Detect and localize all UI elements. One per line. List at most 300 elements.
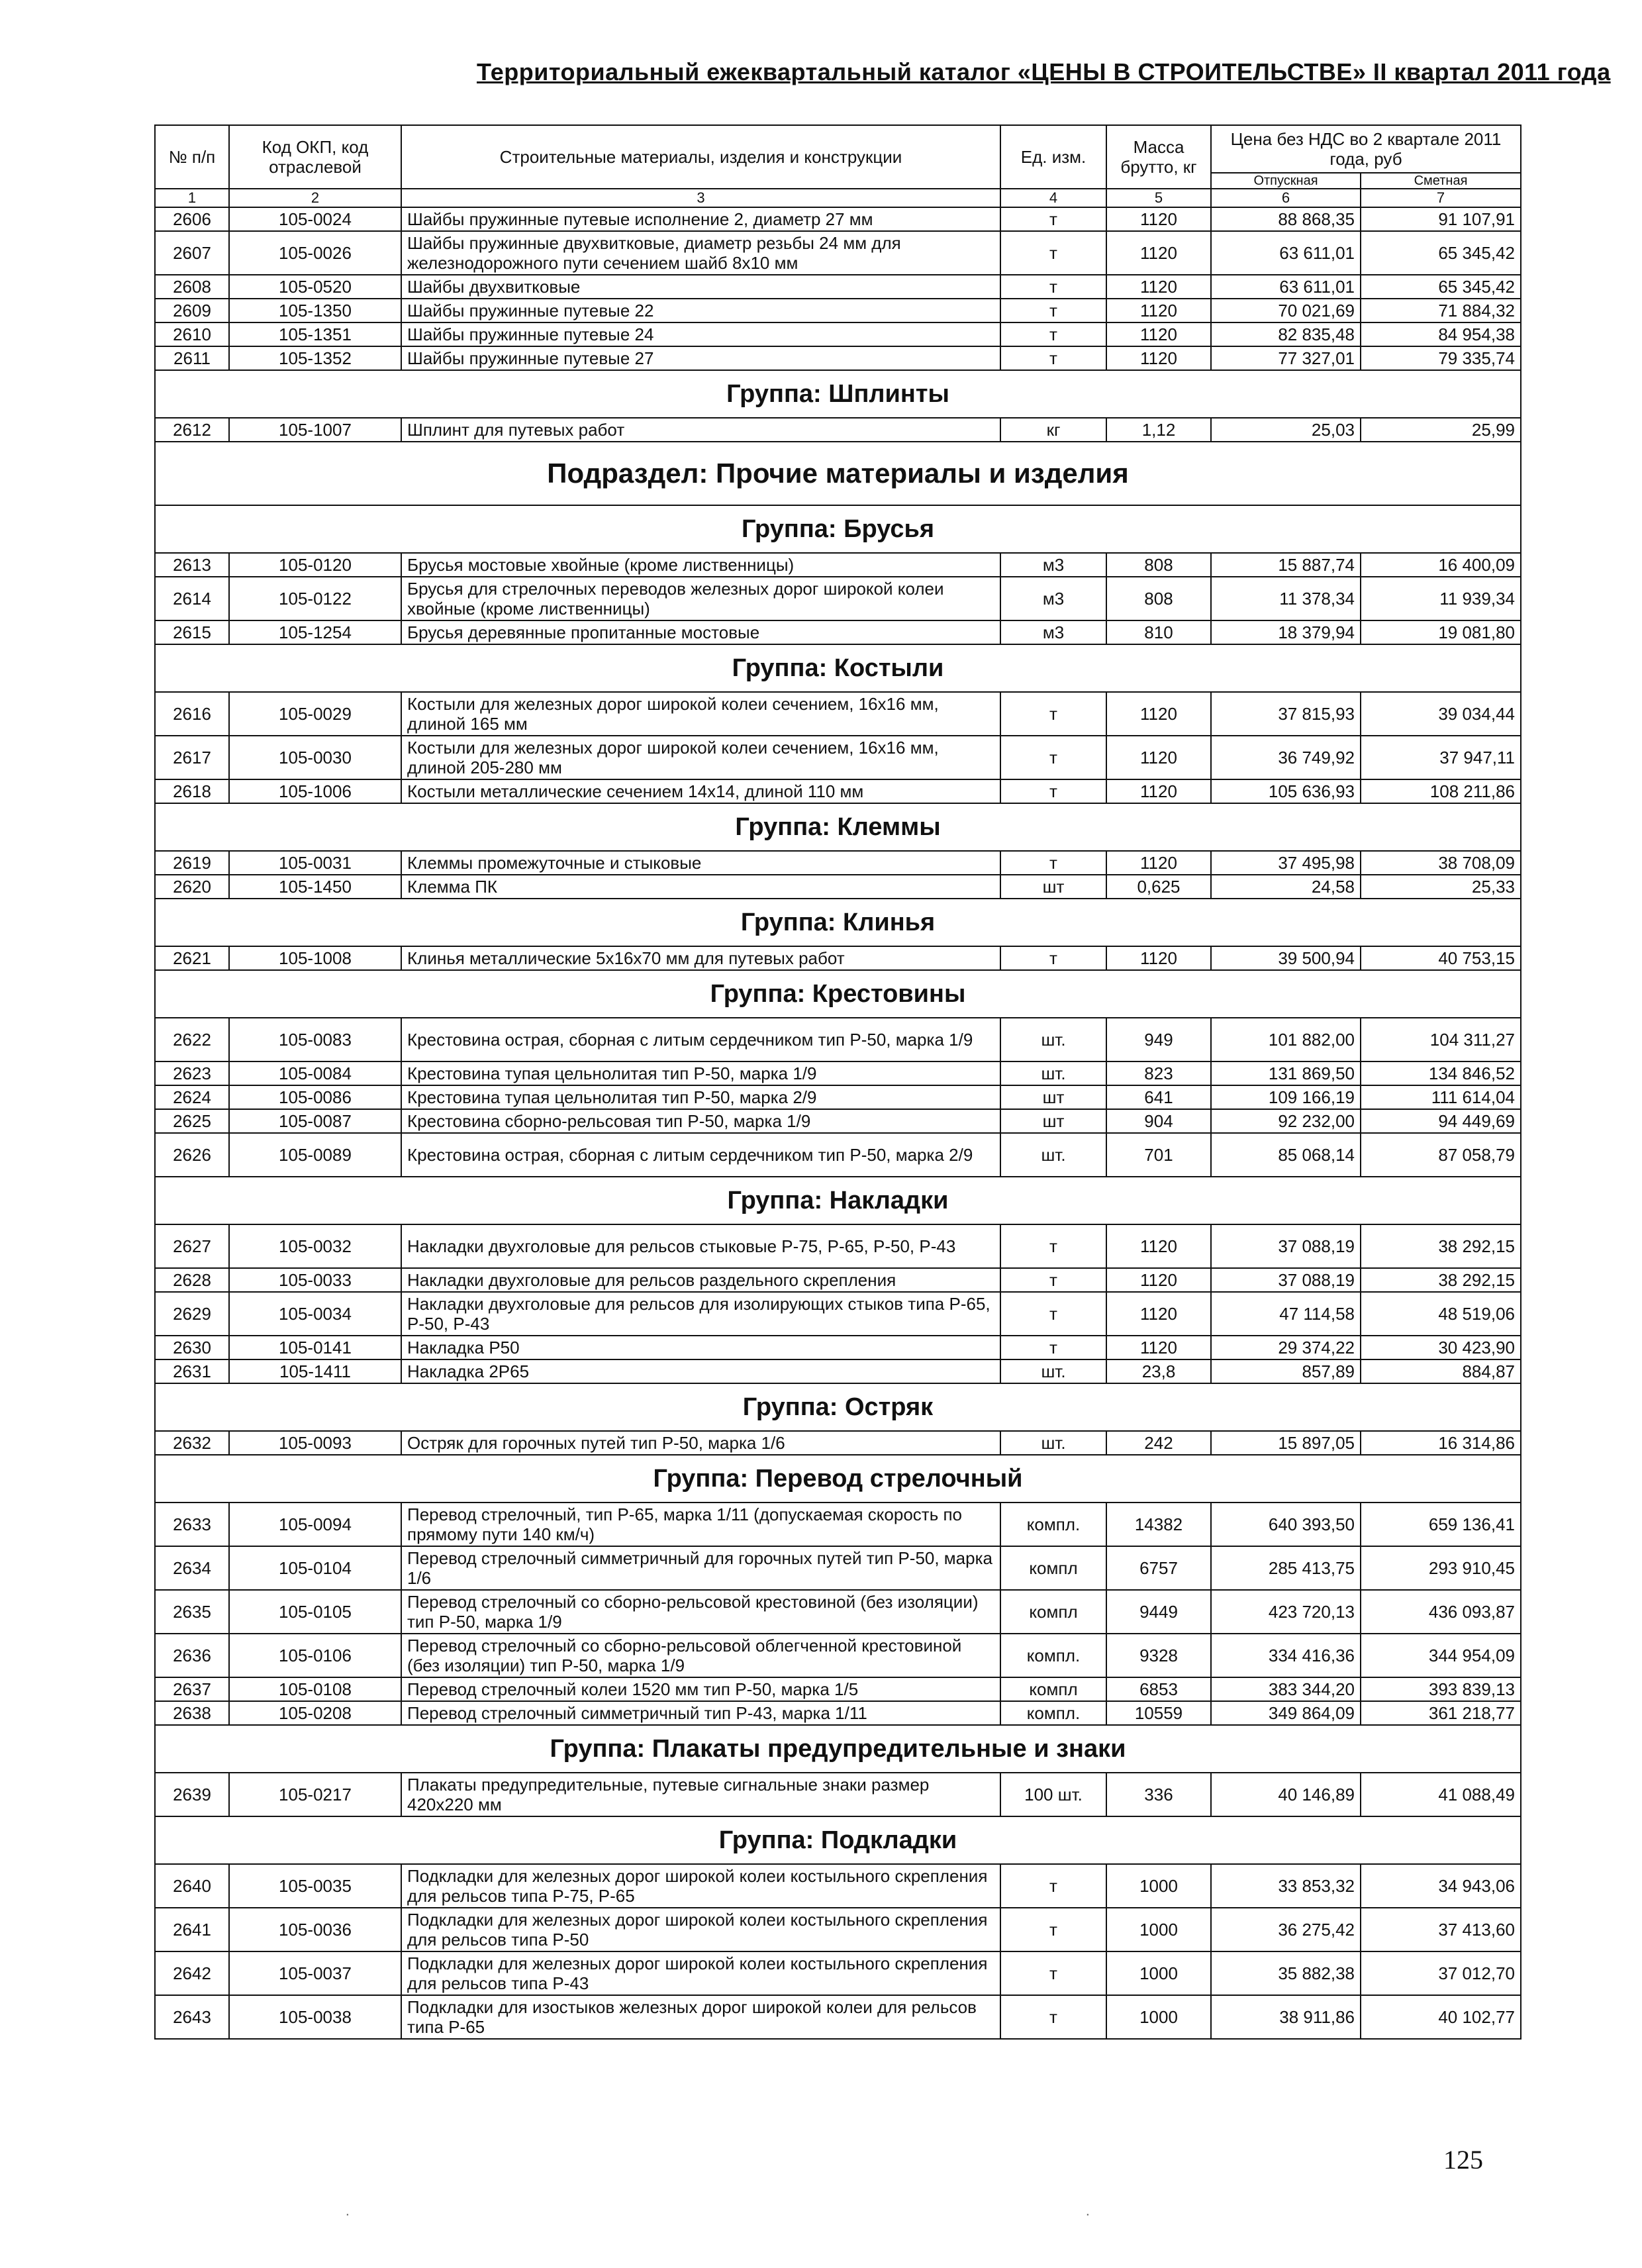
table-row xyxy=(155,1431,1521,1455)
cell-num: 2614 xyxy=(155,577,229,620)
cell-mass: 23,8 xyxy=(1106,1359,1211,1383)
column-index: 4 xyxy=(1000,189,1106,207)
cell-price-estimate: 104 311,27 xyxy=(1361,1018,1521,1061)
cell-code: 105-1352 xyxy=(229,346,401,370)
cell-unit: т xyxy=(1000,1951,1106,1995)
cell-unit: т xyxy=(1000,1336,1106,1359)
cell-mass: 6853 xyxy=(1106,1677,1211,1701)
group-title: Группа: Остряк xyxy=(155,1383,1521,1431)
cell-unit: компл xyxy=(1000,1677,1106,1701)
cell-num: 2635 xyxy=(155,1590,229,1634)
cell-code: 105-1450 xyxy=(229,875,401,899)
cell-price-sale: 92 232,00 xyxy=(1211,1109,1361,1133)
cell-unit: м3 xyxy=(1000,553,1106,577)
cell-price-estimate: 41 088,49 xyxy=(1361,1773,1521,1816)
cell-num: 2639 xyxy=(155,1773,229,1816)
group-title: Группа: Костыли xyxy=(155,644,1521,692)
cell-mass: 1,12 xyxy=(1106,418,1211,442)
column-index: 2 xyxy=(229,189,401,207)
cell-num: 2624 xyxy=(155,1085,229,1109)
table-row xyxy=(155,692,1521,736)
table-row xyxy=(155,1590,1521,1634)
cell-price-estimate: 11 939,34 xyxy=(1361,577,1521,620)
column-header-mass: Масса брутто, кг xyxy=(1106,125,1211,189)
scan-mark: ˙ xyxy=(346,2212,351,2230)
cell-price-estimate: 40 102,77 xyxy=(1361,1995,1521,2039)
cell-price-sale: 29 374,22 xyxy=(1211,1336,1361,1359)
cell-num: 2626 xyxy=(155,1133,229,1177)
group-row xyxy=(155,505,1521,553)
cell-price-estimate: 34 943,06 xyxy=(1361,1864,1521,1908)
cell-name: Брусья мостовые хвойные (кроме лиственницы) xyxy=(401,553,1000,577)
cell-price-sale: 85 068,14 xyxy=(1211,1133,1361,1177)
cell-mass: 641 xyxy=(1106,1085,1211,1109)
cell-name: Крестовина тупая цельнолитая тип Р-50, марка 2/9 xyxy=(401,1085,1000,1109)
table-header xyxy=(155,125,1521,207)
subsection-row xyxy=(155,442,1521,505)
cell-unit: м3 xyxy=(1000,577,1106,620)
cell-code: 105-0122 xyxy=(229,577,401,620)
table-row xyxy=(155,1109,1521,1133)
cell-unit: шт. xyxy=(1000,1018,1106,1061)
cell-code: 105-1008 xyxy=(229,946,401,970)
cell-unit: шт xyxy=(1000,875,1106,899)
table-row xyxy=(155,1085,1521,1109)
scan-mark: ˙ xyxy=(1086,2212,1091,2230)
cell-price-sale: 101 882,00 xyxy=(1211,1018,1361,1061)
cell-unit: компл. xyxy=(1000,1701,1106,1725)
table-row xyxy=(155,1133,1521,1177)
cell-num: 2608 xyxy=(155,275,229,299)
cell-mass: 336 xyxy=(1106,1773,1211,1816)
cell-unit: т xyxy=(1000,346,1106,370)
cell-code: 105-0024 xyxy=(229,207,401,231)
cell-price-sale: 82 835,48 xyxy=(1211,322,1361,346)
group-title: Группа: Брусья xyxy=(155,505,1521,553)
cell-mass: 1000 xyxy=(1106,1995,1211,2039)
cell-code: 105-0031 xyxy=(229,851,401,875)
cell-num: 2615 xyxy=(155,620,229,644)
price-table xyxy=(154,124,1521,2040)
cell-name: Шайбы пружинные двухвитковые, диаметр резьбы 24 мм для железнодорожного пути сечением шайб 8x10 мм xyxy=(401,231,1000,275)
cell-price-sale: 423 720,13 xyxy=(1211,1590,1361,1634)
cell-code: 105-0094 xyxy=(229,1503,401,1546)
table-row xyxy=(155,1546,1521,1590)
subsection-title: Подраздел: Прочие материалы и изделия xyxy=(155,442,1521,505)
table-row xyxy=(155,946,1521,970)
cell-code: 105-0030 xyxy=(229,736,401,779)
group-row xyxy=(155,1177,1521,1224)
cell-code: 105-0108 xyxy=(229,1677,401,1701)
cell-mass: 1120 xyxy=(1106,1224,1211,1268)
column-header-price: Цена без НДС во 2 квартале 2011 года, руб xyxy=(1211,125,1521,173)
cell-price-estimate: 344 954,09 xyxy=(1361,1634,1521,1677)
cell-unit: 100 шт. xyxy=(1000,1773,1106,1816)
cell-code: 105-0208 xyxy=(229,1701,401,1725)
table-row xyxy=(155,1701,1521,1725)
cell-mass: 1120 xyxy=(1106,299,1211,322)
column-index: 1 xyxy=(155,189,229,207)
cell-unit: т xyxy=(1000,692,1106,736)
cell-name: Накладки двухголовые для рельсов раздельного скрепления xyxy=(401,1268,1000,1292)
cell-name: Шайбы пружинные путевые 22 xyxy=(401,299,1000,322)
cell-unit: т xyxy=(1000,231,1106,275)
cell-code: 105-0033 xyxy=(229,1268,401,1292)
table-body xyxy=(155,207,1521,2039)
cell-unit: т xyxy=(1000,1268,1106,1292)
cell-name: Клинья металлические 5x16x70 мм для путевых работ xyxy=(401,946,1000,970)
cell-num: 2640 xyxy=(155,1864,229,1908)
cell-price-sale: 18 379,94 xyxy=(1211,620,1361,644)
cell-mass: 6757 xyxy=(1106,1546,1211,1590)
cell-unit: т xyxy=(1000,851,1106,875)
cell-mass: 10559 xyxy=(1106,1701,1211,1725)
cell-num: 2642 xyxy=(155,1951,229,1995)
cell-unit: т xyxy=(1000,736,1106,779)
cell-price-estimate: 38 708,09 xyxy=(1361,851,1521,875)
cell-name: Крестовина острая, сборная с литым сердечником тип Р-50, марка 2/9 xyxy=(401,1133,1000,1177)
cell-mass: 9328 xyxy=(1106,1634,1211,1677)
cell-price-sale: 25,03 xyxy=(1211,418,1361,442)
cell-mass: 808 xyxy=(1106,577,1211,620)
cell-price-estimate: 87 058,79 xyxy=(1361,1133,1521,1177)
column-index: 7 xyxy=(1361,189,1521,207)
cell-price-estimate: 65 345,42 xyxy=(1361,275,1521,299)
cell-mass: 1120 xyxy=(1106,275,1211,299)
cell-price-sale: 38 911,86 xyxy=(1211,1995,1361,2039)
cell-mass: 242 xyxy=(1106,1431,1211,1455)
cell-unit: т xyxy=(1000,1995,1106,2039)
cell-price-sale: 857,89 xyxy=(1211,1359,1361,1383)
cell-name: Подкладки для изостыков железных дорог широкой колеи для рельсов типа Р-65 xyxy=(401,1995,1000,2039)
cell-price-estimate: 40 753,15 xyxy=(1361,946,1521,970)
cell-unit: шт. xyxy=(1000,1431,1106,1455)
cell-price-sale: 40 146,89 xyxy=(1211,1773,1361,1816)
cell-name: Клеммы промежуточные и стыковые xyxy=(401,851,1000,875)
group-row xyxy=(155,1455,1521,1503)
group-title: Группа: Подкладки xyxy=(155,1816,1521,1864)
column-header-price-estimate: Сметная xyxy=(1361,173,1521,189)
cell-name: Брусья деревянные пропитанные мостовые xyxy=(401,620,1000,644)
group-title: Группа: Плакаты предупредительные и знаки xyxy=(155,1725,1521,1773)
cell-num: 2636 xyxy=(155,1634,229,1677)
table-row xyxy=(155,1268,1521,1292)
cell-unit: шт. xyxy=(1000,1133,1106,1177)
group-row xyxy=(155,1725,1521,1773)
cell-price-estimate: 71 884,32 xyxy=(1361,299,1521,322)
cell-price-sale: 37 495,98 xyxy=(1211,851,1361,875)
cell-price-estimate: 111 614,04 xyxy=(1361,1085,1521,1109)
cell-price-estimate: 91 107,91 xyxy=(1361,207,1521,231)
cell-code: 105-1007 xyxy=(229,418,401,442)
table-row xyxy=(155,207,1521,231)
cell-name: Перевод стрелочный симметричный тип Р-43, марка 1/11 xyxy=(401,1701,1000,1725)
cell-mass: 1120 xyxy=(1106,779,1211,803)
cell-num: 2613 xyxy=(155,553,229,577)
cell-name: Крестовина тупая цельнолитая тип Р-50, марка 1/9 xyxy=(401,1061,1000,1085)
cell-code: 105-0217 xyxy=(229,1773,401,1816)
cell-price-sale: 334 416,36 xyxy=(1211,1634,1361,1677)
cell-price-estimate: 38 292,15 xyxy=(1361,1268,1521,1292)
cell-num: 2618 xyxy=(155,779,229,803)
cell-price-estimate: 37 413,60 xyxy=(1361,1908,1521,1951)
cell-mass: 949 xyxy=(1106,1018,1211,1061)
cell-code: 105-0087 xyxy=(229,1109,401,1133)
table-row xyxy=(155,1359,1521,1383)
cell-price-sale: 131 869,50 xyxy=(1211,1061,1361,1085)
table-row xyxy=(155,231,1521,275)
cell-code: 105-1254 xyxy=(229,620,401,644)
cell-price-estimate: 16 314,86 xyxy=(1361,1431,1521,1455)
cell-mass: 1120 xyxy=(1106,346,1211,370)
cell-name: Перевод стрелочный колеи 1520 мм тип Р-50, марка 1/5 xyxy=(401,1677,1000,1701)
cell-code: 105-0120 xyxy=(229,553,401,577)
cell-price-estimate: 37 012,70 xyxy=(1361,1951,1521,1995)
cell-price-estimate: 79 335,74 xyxy=(1361,346,1521,370)
cell-price-sale: 24,58 xyxy=(1211,875,1361,899)
cell-price-estimate: 361 218,77 xyxy=(1361,1701,1521,1725)
cell-mass: 904 xyxy=(1106,1109,1211,1133)
cell-mass: 810 xyxy=(1106,620,1211,644)
cell-code: 105-0029 xyxy=(229,692,401,736)
cell-unit: кг xyxy=(1000,418,1106,442)
cell-code: 105-0083 xyxy=(229,1018,401,1061)
cell-name: Подкладки для железных дорог широкой колеи костыльного скрепления для рельсов типа Р-43 xyxy=(401,1951,1000,1995)
cell-name: Костыли металлические сечением 14x14, длиной 110 мм xyxy=(401,779,1000,803)
page-number: 125 xyxy=(1443,2145,1483,2175)
cell-code: 105-0034 xyxy=(229,1292,401,1336)
table-row xyxy=(155,1224,1521,1268)
cell-price-sale: 349 864,09 xyxy=(1211,1701,1361,1725)
cell-price-estimate: 134 846,52 xyxy=(1361,1061,1521,1085)
cell-num: 2629 xyxy=(155,1292,229,1336)
table-row xyxy=(155,299,1521,322)
cell-price-sale: 37 088,19 xyxy=(1211,1268,1361,1292)
cell-price-sale: 63 611,01 xyxy=(1211,275,1361,299)
cell-name: Накладки двухголовые для рельсов стыковые Р-75, Р-65, Р-50, Р-43 xyxy=(401,1224,1000,1268)
cell-mass: 808 xyxy=(1106,553,1211,577)
column-index: 3 xyxy=(401,189,1000,207)
table-row xyxy=(155,620,1521,644)
group-title: Группа: Перевод стрелочный xyxy=(155,1455,1521,1503)
cell-price-sale: 36 749,92 xyxy=(1211,736,1361,779)
group-row xyxy=(155,970,1521,1018)
cell-num: 2622 xyxy=(155,1018,229,1061)
column-index: 5 xyxy=(1106,189,1211,207)
table-row xyxy=(155,1336,1521,1359)
cell-mass: 1120 xyxy=(1106,1336,1211,1359)
cell-code: 105-0084 xyxy=(229,1061,401,1085)
cell-code: 105-0093 xyxy=(229,1431,401,1455)
column-header-unit: Ед. изм. xyxy=(1000,125,1106,189)
cell-mass: 823 xyxy=(1106,1061,1211,1085)
cell-unit: компл xyxy=(1000,1546,1106,1590)
cell-unit: т xyxy=(1000,1908,1106,1951)
table-row xyxy=(155,1061,1521,1085)
cell-num: 2630 xyxy=(155,1336,229,1359)
cell-unit: м3 xyxy=(1000,620,1106,644)
cell-unit: т xyxy=(1000,207,1106,231)
cell-price-estimate: 94 449,69 xyxy=(1361,1109,1521,1133)
group-row xyxy=(155,899,1521,946)
cell-price-sale: 88 868,35 xyxy=(1211,207,1361,231)
cell-num: 2619 xyxy=(155,851,229,875)
cell-code: 105-0026 xyxy=(229,231,401,275)
cell-name: Накладка Р50 xyxy=(401,1336,1000,1359)
table-row xyxy=(155,1908,1521,1951)
cell-mass: 1120 xyxy=(1106,692,1211,736)
cell-num: 2643 xyxy=(155,1995,229,2039)
cell-code: 105-0106 xyxy=(229,1634,401,1677)
cell-unit: компл. xyxy=(1000,1634,1106,1677)
cell-code: 105-1006 xyxy=(229,779,401,803)
cell-unit: т xyxy=(1000,1864,1106,1908)
cell-price-estimate: 436 093,87 xyxy=(1361,1590,1521,1634)
group-title: Группа: Шплинты xyxy=(155,370,1521,418)
cell-num: 2611 xyxy=(155,346,229,370)
cell-unit: т xyxy=(1000,779,1106,803)
table-row xyxy=(155,1634,1521,1677)
cell-price-sale: 35 882,38 xyxy=(1211,1951,1361,1995)
cell-name: Перевод стрелочный со сборно-рельсовой крестовиной (без изоляции) тип Р-50, марка 1/9 xyxy=(401,1590,1000,1634)
cell-price-sale: 39 500,94 xyxy=(1211,946,1361,970)
cell-mass: 1120 xyxy=(1106,1268,1211,1292)
cell-mass: 1000 xyxy=(1106,1951,1211,1995)
cell-num: 2610 xyxy=(155,322,229,346)
cell-code: 105-0032 xyxy=(229,1224,401,1268)
table-row xyxy=(155,1018,1521,1061)
cell-name: Костыли для железных дорог широкой колеи сечением, 16x16 мм, длиной 205-280 мм xyxy=(401,736,1000,779)
table-row xyxy=(155,875,1521,899)
cell-num: 2638 xyxy=(155,1701,229,1725)
cell-name: Перевод стрелочный со сборно-рельсовой облегченной крестовиной (без изоляции) тип Р-50, марка 1/9 xyxy=(401,1634,1000,1677)
cell-unit: шт xyxy=(1000,1085,1106,1109)
column-header-num: № п/п xyxy=(155,125,229,189)
cell-mass: 1120 xyxy=(1106,1292,1211,1336)
cell-num: 2617 xyxy=(155,736,229,779)
cell-price-estimate: 108 211,86 xyxy=(1361,779,1521,803)
cell-price-sale: 15 887,74 xyxy=(1211,553,1361,577)
cell-code: 105-1350 xyxy=(229,299,401,322)
cell-name: Шплинт для путевых работ xyxy=(401,418,1000,442)
page-title: Территориальный ежеквартальный каталог «ЦЕНЫ В СТРОИТЕЛЬСТВЕ» II квартал 2011 года xyxy=(477,58,1611,85)
table-row xyxy=(155,577,1521,620)
cell-mass: 1000 xyxy=(1106,1864,1211,1908)
cell-price-estimate: 84 954,38 xyxy=(1361,322,1521,346)
cell-name: Плакаты предупредительные, путевые сигнальные знаки размер 420x220 мм xyxy=(401,1773,1000,1816)
cell-code: 105-0038 xyxy=(229,1995,401,2039)
column-index: 6 xyxy=(1211,189,1361,207)
table-row xyxy=(155,418,1521,442)
cell-price-sale: 47 114,58 xyxy=(1211,1292,1361,1336)
cell-unit: т xyxy=(1000,299,1106,322)
cell-num: 2620 xyxy=(155,875,229,899)
cell-price-sale: 109 166,19 xyxy=(1211,1085,1361,1109)
cell-mass: 1120 xyxy=(1106,231,1211,275)
group-row xyxy=(155,370,1521,418)
cell-price-sale: 37 088,19 xyxy=(1211,1224,1361,1268)
cell-name: Брусья для стрелочных переводов железных дорог широкой колеи хвойные (кроме лиственницы) xyxy=(401,577,1000,620)
table-row xyxy=(155,851,1521,875)
cell-name: Подкладки для железных дорог широкой колеи костыльного скрепления для рельсов типа Р-50 xyxy=(401,1908,1000,1951)
table-row xyxy=(155,1951,1521,1995)
table-row xyxy=(155,1864,1521,1908)
cell-price-estimate: 38 292,15 xyxy=(1361,1224,1521,1268)
cell-price-sale: 11 378,34 xyxy=(1211,577,1361,620)
cell-price-estimate: 65 345,42 xyxy=(1361,231,1521,275)
table-row xyxy=(155,1503,1521,1546)
cell-code: 105-1351 xyxy=(229,322,401,346)
column-header-code: Код ОКП, код отраслевой xyxy=(229,125,401,189)
cell-name: Крестовина сборно-рельсовая тип Р-50, марка 1/9 xyxy=(401,1109,1000,1133)
cell-price-estimate: 48 519,06 xyxy=(1361,1292,1521,1336)
cell-price-sale: 36 275,42 xyxy=(1211,1908,1361,1951)
table-row xyxy=(155,1995,1521,2039)
cell-price-sale: 33 853,32 xyxy=(1211,1864,1361,1908)
cell-code: 105-0105 xyxy=(229,1590,401,1634)
cell-price-estimate: 25,33 xyxy=(1361,875,1521,899)
cell-num: 2609 xyxy=(155,299,229,322)
cell-mass: 14382 xyxy=(1106,1503,1211,1546)
cell-code: 105-0036 xyxy=(229,1908,401,1951)
cell-price-estimate: 659 136,41 xyxy=(1361,1503,1521,1546)
cell-mass: 701 xyxy=(1106,1133,1211,1177)
table-row xyxy=(155,1292,1521,1336)
cell-num: 2631 xyxy=(155,1359,229,1383)
cell-price-sale: 77 327,01 xyxy=(1211,346,1361,370)
cell-unit: т xyxy=(1000,946,1106,970)
cell-name: Шайбы пружинные путевые 27 xyxy=(401,346,1000,370)
cell-num: 2627 xyxy=(155,1224,229,1268)
cell-price-estimate: 293 910,45 xyxy=(1361,1546,1521,1590)
cell-price-sale: 15 897,05 xyxy=(1211,1431,1361,1455)
cell-price-estimate: 393 839,13 xyxy=(1361,1677,1521,1701)
cell-unit: шт xyxy=(1000,1109,1106,1133)
group-row xyxy=(155,644,1521,692)
cell-num: 2628 xyxy=(155,1268,229,1292)
cell-price-sale: 105 636,93 xyxy=(1211,779,1361,803)
group-title: Группа: Крестовины xyxy=(155,970,1521,1018)
table-row xyxy=(155,275,1521,299)
cell-code: 105-0089 xyxy=(229,1133,401,1177)
cell-price-estimate: 30 423,90 xyxy=(1361,1336,1521,1359)
cell-price-estimate: 37 947,11 xyxy=(1361,736,1521,779)
cell-unit: т xyxy=(1000,322,1106,346)
cell-mass: 1120 xyxy=(1106,322,1211,346)
cell-mass: 1120 xyxy=(1106,851,1211,875)
cell-code: 105-0520 xyxy=(229,275,401,299)
cell-name: Костыли для железных дорог широкой колеи сечением, 16x16 мм, длиной 165 мм xyxy=(401,692,1000,736)
cell-price-estimate: 16 400,09 xyxy=(1361,553,1521,577)
cell-num: 2616 xyxy=(155,692,229,736)
table-row xyxy=(155,322,1521,346)
cell-num: 2633 xyxy=(155,1503,229,1546)
cell-name: Шайбы двухвитковые xyxy=(401,275,1000,299)
column-header-price-sale: Отпускная xyxy=(1211,173,1361,189)
cell-name: Накладки двухголовые для рельсов для изолирующих стыков типа Р-65, Р-50, Р-43 xyxy=(401,1292,1000,1336)
cell-mass: 1120 xyxy=(1106,946,1211,970)
cell-code: 105-0141 xyxy=(229,1336,401,1359)
cell-code: 105-0035 xyxy=(229,1864,401,1908)
cell-mass: 1120 xyxy=(1106,207,1211,231)
cell-unit: компл. xyxy=(1000,1503,1106,1546)
cell-name: Остряк для горочных путей тип Р-50, марка 1/6 xyxy=(401,1431,1000,1455)
cell-price-estimate: 19 081,80 xyxy=(1361,620,1521,644)
cell-name: Шайбы пружинные путевые 24 xyxy=(401,322,1000,346)
cell-name: Шайбы пружинные путевые исполнение 2, диаметр 27 мм xyxy=(401,207,1000,231)
cell-name: Клемма ПК xyxy=(401,875,1000,899)
cell-unit: шт. xyxy=(1000,1359,1106,1383)
